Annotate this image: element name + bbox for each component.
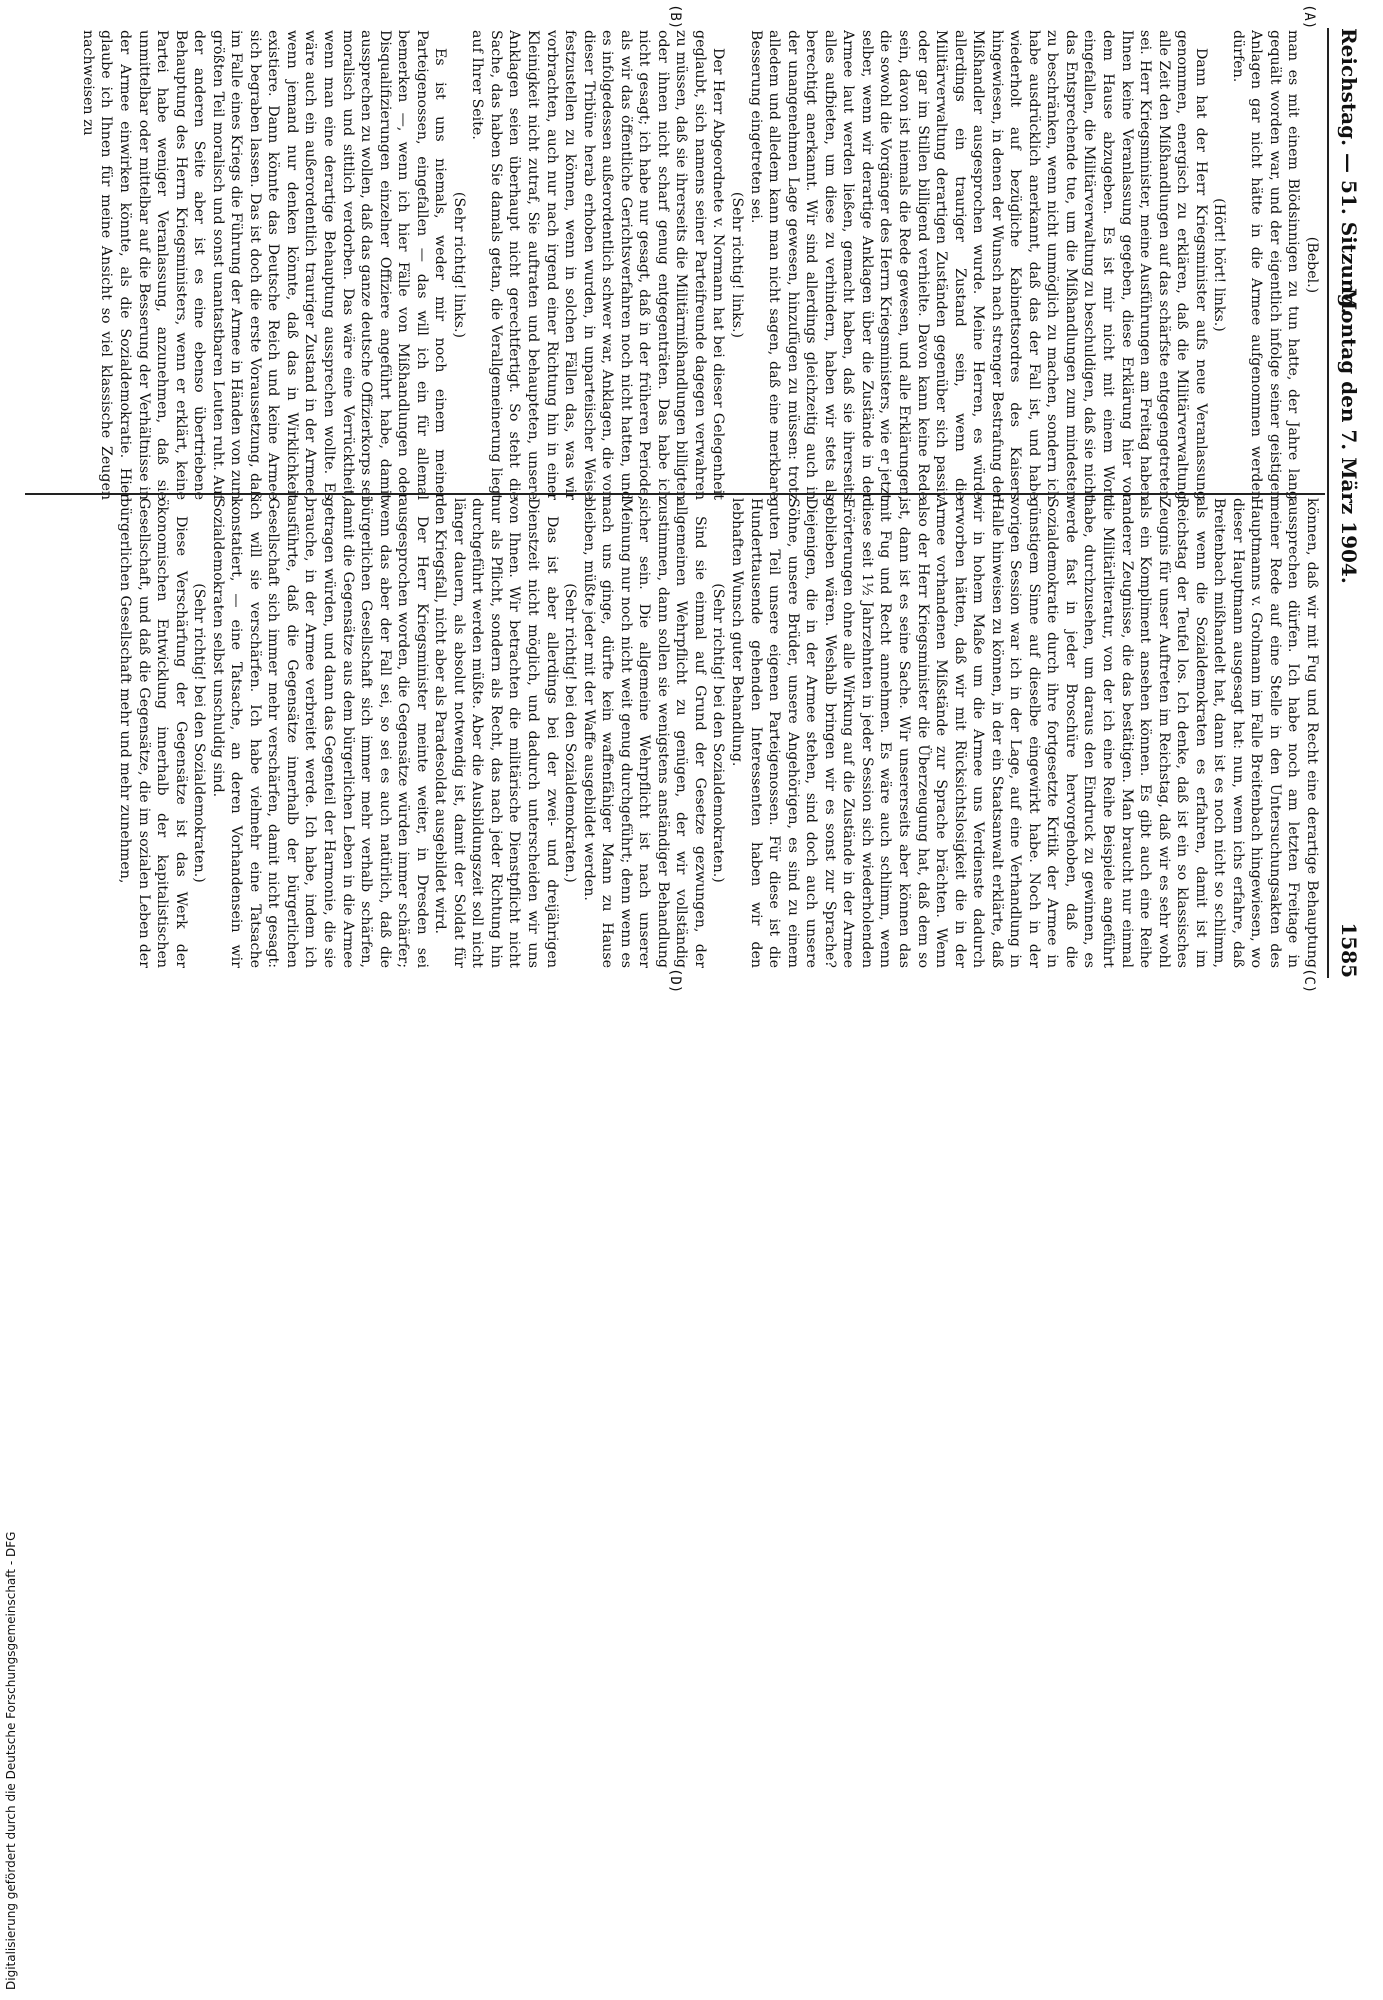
- right-column: [31, 498, 1321, 968]
- interjection: (Sehr richtig! links.): [450, 191, 467, 339]
- header-title: Reichstag. — 51. Sitzung.: [1337, 28, 1361, 315]
- footer-text: Digitalisierung gefördert durch die Deutsche Forschungsgemeinschaft - DFG: [4, 1531, 18, 1990]
- paragraph: man es mit einem Blödsinnigen zu tun hatte, der Jahre lang gequält worden war, und der eigentlich infolge seiner geistigen Anlagen gar nicht hätte in die Armee aufgenommen werden dürfen.: [1229, 30, 1302, 500]
- left-column: [31, 30, 1321, 500]
- interjection: (Sehr richtig! links.): [729, 191, 746, 339]
- margin-mark-a: (A): [1301, 4, 1317, 30]
- margin-mark-d: (D): [667, 968, 683, 994]
- interjection: (Sehr richtig! bei den Sozialdemokraten.): [710, 583, 727, 883]
- margin-mark-b: (B): [667, 4, 683, 30]
- paragraph: Dann hat der Herr Kriegsminister aufs neue Veranlassung genommen, energisch zu erklären, daß die Militärverwaltung alle Zeit den Mißhandlungen auf das schärfste entgegengetreten sei. Herr Kriegsminister, meine Ausführungen am Freitag haben Ihnen keine Veranlassung gegeben, diese Erklärung hier vor dem Hause abzugeben. Es ist mir nicht mit einem Wort eingefallen, die Militärverwaltung zu beschuldigen, daß sie nicht das Entsprechende tue, um die Mißhandlungen zum mindesten zu beschränken, wenn nicht unmöglich zu machen, sondern ich habe ausdrücklich anerkannt, daß das der Fall ist, und habe wiederholt auf bezügliche Kabinettsordres des Kaisers hingewiesen, in denen der Wunsch nach strenger Bestrafung der Mißhandler ausgesprochen wurde. Meine Herren, es würde allerdings ein trauriger Zustand sein, wenn die Militärverwaltung derartigen Zuständen gegenüber sich passiv oder gar im Stillen billigend verhielte. Davon kann keine Rede sein, davon ist niemals die Rede gewesen, und alle Erklärungen, die sowohl die Vorgänger des Herrn Kriegsministers, wie er jetzt selber, wenn wir derartige Anklagen über die Zustände in der Armee laut werden ließen, gemacht haben, daß sie ihrerseits alles aufbieten, um diese zu verhindern, haben wir stets als berechtigt anerkannt. Wir sind allerdings gleichzeitig auch in der unangenehmen Lage gewesen, hinzufügen zu müssen: trotz alledem und alledem kann man nicht sagen, daß eine merkbare Besserung eingetreten sei.: [747, 30, 1209, 500]
- paragraph: können, daß wir mit Fug und Recht eine derartige Behauptung aussprechen dürfen. Ich habe noch am letzten Freitage in meiner Rede auf eine Stelle in den Untersuchungsakten des Hauptmanns v. Grolmann im Falle Breitenbach hingewiesen, wo dieser Hauptmann ausgesagt hat: nun, wenn ichs erfahre, daß Breitenbach mißhandelt hat, dann ist es noch nicht so schlimm, als wenn die Sozialdemokraten es erfahren, damit ist im Reichstag der Teufel los. Ich denke, daß ist ein so klassisches Zeugnis für unser Auftreten im Reichstag, daß wir es sehr wohl als ein Kompliment ansehen können. Es gibt auch eine Reihe anderer Zeugnisse, die das bestätigen. Man braucht nur einmal die Militärliteratur, von der ich eine Reihe Beispiele angeführt habe, durchzusehen, um daraus den Eindruck zu gewinnen, es werde fast in jeder Broschüre hervorgehoben, daß die Sozialdemokratie durch ihre fortgesetzte Kritik der Armee in günstigem Sinne auf dieselbe eingewirkt habe. Noch in der vorigen Session war ich in der Lage, auf eine Verhandlung in Halle hinweisen zu können, in der ein Staatsanwalt erklärte, daß wir in hohem Maße um die Armee uns Verdienste dadurch erworben hätten, daß wir mit Rücksichtslosigkeit die in der Armee vorhandenen Mißstände zur Sprache brächten. Wenn also der Herr Kriegsminister die Überzeugung hat, daß dem so ist, dann ist es seine Sache. Wir unsererseits aber können das mit Fug und Recht annehmen. Es wäre auch schlimm, wenn diese seit 1½ Jahrzehnten in jeder Session sich wiederholenden Erörterungen ohne alle Wirkung auf die Zustände in der Armee geblieben wären. Weshalb bringen wir es sonst zur Sprache? Diejenigen, die in der Armee stehen, sind doch auch unsere Söhne, unsere Brüder, unsere Angehörigen, es sind zu einem guten Teil unsere eigenen Parteigenossen. Für diese ist die Hunderttausende gehenden Interessenten haben wir den lebhaften Wunsch guter Behandlung.: [729, 498, 1320, 968]
- page-number: 1585: [1337, 922, 1361, 978]
- paragraph: Es ist uns niemals, weder mir noch einem meiner Parteigenossen, eingefallen — das will ich ein für allemal bemerken —, wenn ich hier Fälle von Mißhandlungen oder Disqualifizierungen einzelner Offiziere angeführt habe, damit aussprechen zu wollen, daß das ganze deutsche Offizierkorps sei moralisch und sittlich verdorben. Das wäre eine Verrücktheit, wenn man eine derartige Behauptung aussprechen wollte. Es wäre auch ein außerordentlich trauriger Zustand in der Armee, wenn jemand nur denken könnte, daß das in Wirklichkeit existiere. Dann könnte das Deutsche Reich und keine Armee sich begraben lassen. Das ist doch die erste Voraussetzung, daß im Falle eines Kriegs die Führung der Armee in Händen von zum größten Teil moralisch und sonst unantastbaren Leuten ruht. Auf der anderen Seite aber ist es eine ebenso übertriebene Behauptung des Herrn Kriegsministers, wenn er erklärt, keine Partei habe weniger Veranlassung, anzunehmen, daß sie unmittelbar oder mittelbar auf die Besserung der Verhältnisse in der Armee einwirken könnte, als die Sozialdemokratie. Hier glaube ich Ihnen für meine Ansicht so viel klassische Zeugen nachweisen zu: [79, 30, 449, 500]
- column-divider: [25, 493, 1325, 495]
- margin-mark-c: (C): [1301, 968, 1317, 994]
- interjection: (Sehr richtig! bei den Sozialdemokraten.): [191, 583, 208, 883]
- paragraph: Sind sie einmal auf Grund der Gesetze gezwungen, der allgemeinen Wehrpflicht zu genügen, der wir vollständig zustimmen, dann sollen sie wenigstens anständiger Behandlung sicher sein. Die allgemeine Wehrpflicht ist nach unserer Meinung nur noch nicht weit genug durchgeführt; denn wenn es nach uns ginge, dürfte kein waffenfähiger Mann zu Hause bleiben, müßte jeder mit der Waffe ausgebildet werden.: [580, 498, 708, 968]
- paragraph: Das ist aber allerdings bei der zwei- und dreijährigen Dienstzeit nicht möglich, und dadurch unterscheiden wir uns von Ihnen. Wir betrachten die militärische Dienstpflicht nicht nur als Pflicht, sondern als Recht, das nach jeder Richtung hin durchgeführt werden müßte. Aber die Ausbildungszeit soll nicht länger dauern, als absolut notwendig ist, damit der Soldat für den Kriegsfall, nicht aber als Paradesoldat ausgebildet wird.: [432, 498, 560, 968]
- interjection: (Hört! hört! links.): [1211, 198, 1228, 332]
- page-header: [1327, 28, 1371, 978]
- paragraph: Diese Verschärfung der Gegensätze ist das Werk der ökonomischen Entwicklung innerhalb der kapitalistischen Gesellschaft, und daß die Gegensätze, die im sozialen Leben der bürgerlichen Gesellschaft mehr und mehr zunehmen,: [117, 498, 189, 968]
- paragraph: Der Herr Kriegsminister meinte weiter, in Dresden sei ausgesprochen worden, die Gegensätze würden immer schärfer; wenn das aber der Fall sei, so sei es auch natürlich, daß die bürgerlichen Gesellschaft sich immer mehr verhalb schärfen, damit die Gegensätze aus dem bürgerlichen Leben in die Armee getragen würden, und dann das Gegenteil der Harmonie, die sie brauche, in der Armee verbreitet werde. Ich habe, indem ich ausführte, daß die Gegensätze innerhalb der bürgerlichen Gesellschaft sich immer mehr verschärfen, damit nicht gesagt: ich will sie verschärfen. Ich habe vielmehr eine Tatsache konstatiert, — eine Tatsache, an deren Vorhandensein wir Sozialdemokraten selbst unschuldig sind.: [209, 498, 430, 968]
- paragraph: Der Herr Abgeordnete v. Normann hat bei dieser Gelegenheit geglaubt, sich namens seiner Parteifreunde dagegen verwahren zu müssen, daß sie ihrerseits die Militärmißhandlungen billigten oder ihnen nicht scharf genug entgegenträten. Das habe ich nicht gesagt; ich habe nur gesagt, daß in der früheren Periode, als wir das öffentliche Gerichtsverfahren noch nicht hatten, und es infolgedessen außerordentlich schwer war, Anklagen, die von dieser Tribüne herab erhoben wurden, in unparteiischer Weise festzustellen zu können, wenn in solchen Fällen das, was wir vorbrachten, auch nur nach irgend einer Richtung hin in einer Kleinigkeit nicht zutraf, Sie auftraten und behaupteten, unsere Anklagen seien überhaupt nicht gerechtfertigt. So steht die Sache, das haben Sie damals getan, die Verallgemeinerung liegt auf Ihrer Seite.: [469, 30, 727, 500]
- interjection: (Sehr richtig! bei den Sozialdemokraten.): [562, 583, 579, 883]
- dfg-footer: [4, 1000, 24, 2000]
- speaker-label: (Bebel.): [1304, 236, 1320, 294]
- header-date: Montag den 7. März 1904.: [1337, 288, 1361, 584]
